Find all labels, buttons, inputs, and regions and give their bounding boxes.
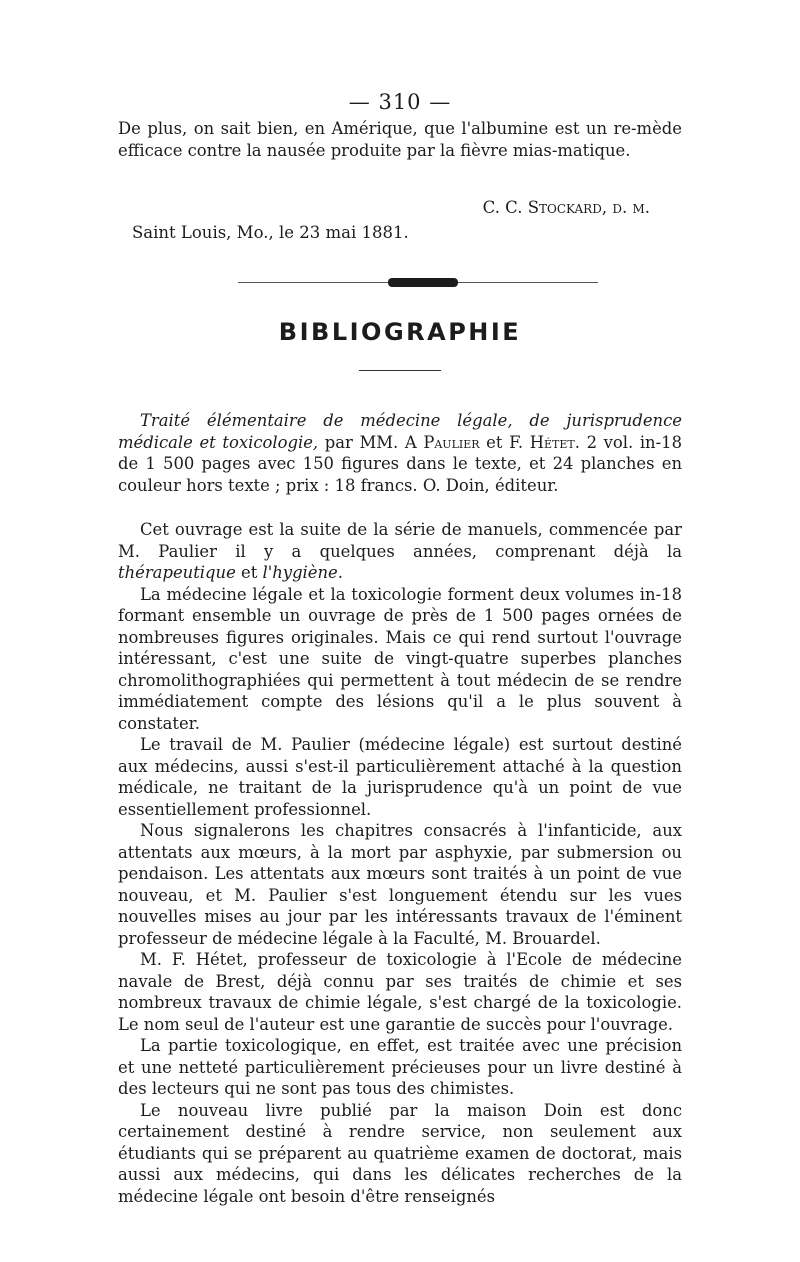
paragraph-3: Le travail de M. Paulier (médecine légale) est surtout destiné aux médecins, aussi s'est-il particulièrement attaché à la question médicale, ne traitant de la jurisprudence qu'à un point de vue essentiellement professionnel. [118, 735, 682, 819]
paragraph-5: M. F. Hétet, professeur de toxicologie à l'Ecole de médecine navale de Brest, déjà connu par ses traités de chimie et ses nombreux travaux de chimie légale, s'est chargé de la toxicologie. Le nom seul de l'auteur est une garantie de succès pour l'ouvrage. [118, 950, 682, 1034]
bibliography-reference [118, 410, 682, 496]
ref-details: . 2 vol. in-18 de 1 500 pages avec 150 figures dans le texte, et 24 planches en couleur hors texte ; prix : 18 francs. O. Doin, éditeur. [118, 432, 683, 495]
ref-by: par MM. A [318, 432, 424, 452]
signature-name: C. C. Stockard, [482, 198, 608, 217]
p1-text-c: . [337, 563, 343, 582]
section-heading: BIBLIOGRAPHIE [278, 318, 522, 346]
p1-text-a: Cet ouvrage est la suite de la série de manuels, commencée par M. Paulier il y a quelques années, comprenant déjà la [118, 520, 682, 561]
letter-closing: De plus, on sait bien, en Amérique, que l'albumine est un re-mède efficace contre la nausée produite par la fièvre mias-matique. [118, 119, 682, 160]
rule-ornament [388, 278, 458, 287]
author-2: Hétet [529, 432, 575, 452]
paragraph-6: La partie toxicologique, en effet, est traitée avec une précision et une netteté particulièrement précieuses pour un livre destiné à des lecteurs qui ne sont pas tous des chimistes. [118, 1036, 682, 1098]
paragraph-2: La médecine légale et la toxicologie forment deux volumes in-18 formant ensemble un ouvrage de près de 1 500 pages ornées de nombreuses figures originales. Mais ce qui rend surtout l'ouvrage intéressant, c'est une suite de vingt-quatre superbes planches chromolithographiées qui permettent à tout médecin de se rendre immédiatement compte des lésions qu'il a le plus souvent à constater. [118, 584, 682, 733]
paragraph-4: Nous signalerons les chapitres consacrés à l'infanticide, aux attentats aux mœurs, à la mort par asphyxie, par submersion ou pendaison. Les attentats aux mœurs sont traités à un point de vue nouveau, et M. Paulier s'est longuement étendu sur les vues nouvelles mises au jour par les intéressants travaux de l'éminent professeur de médecine légale à la Faculté, M. Brouardel. [118, 821, 682, 948]
ref-and: et F. [479, 432, 530, 452]
author-1: Paulier [423, 432, 480, 452]
page-number: — 310 — [348, 90, 452, 114]
p1-text-b: et [235, 563, 263, 582]
p1-italic-hygiene: l'hygiène [262, 563, 338, 582]
ornamental-rule [238, 277, 598, 287]
book-title: Traité élémentaire de médecine légale, de jurisprudence médicale et toxicologie, [118, 411, 682, 452]
p1-italic-therapeutique: thérapeutique [118, 563, 236, 582]
review-body [118, 519, 682, 1207]
heading-underline [359, 370, 441, 371]
signature-title: d. m. [612, 198, 650, 217]
paragraph-7: Le nouveau livre publié par la maison Doin est donc certainement destiné à rendre service, non seulement aux étudiants qui se préparent au quatrième examen de doctorat, mais aussi aux médecins, qui dans les délicates recherches de la médecine légale ont besoin d'être renseignés [118, 1100, 682, 1206]
paragraph-1 [118, 519, 682, 584]
place-date: Saint Louis, Mo., le 23 mai 1881. [132, 223, 409, 242]
signature [483, 198, 650, 217]
